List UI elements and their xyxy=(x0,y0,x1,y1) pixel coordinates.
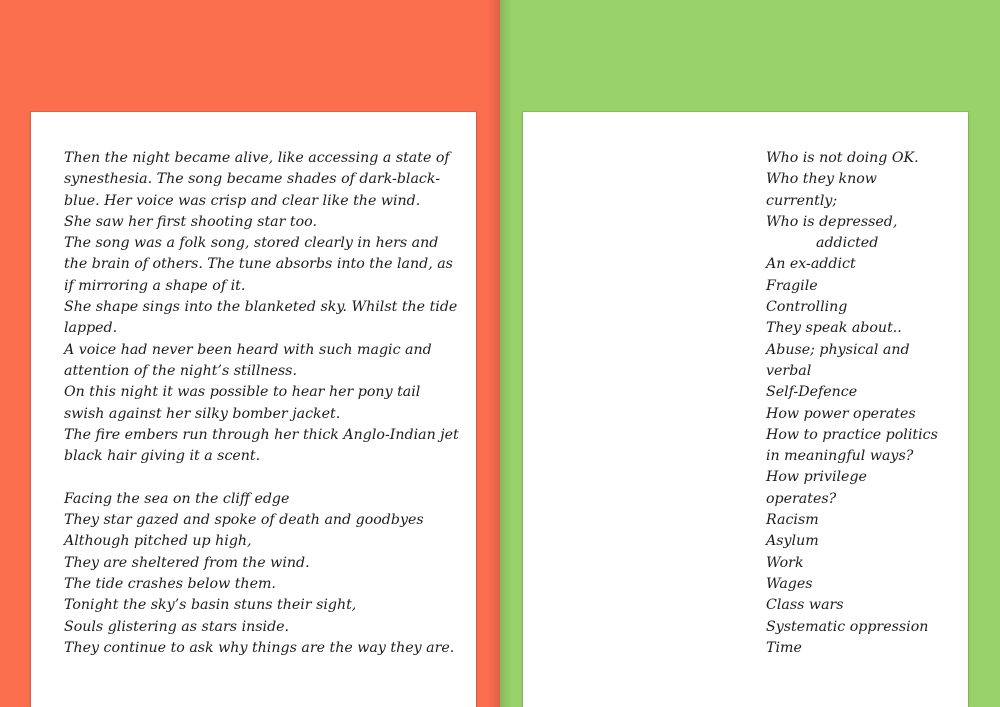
right-poem-text xyxy=(766,148,938,659)
poem-line: Although pitched up high, xyxy=(64,533,252,550)
poem-line: operates? xyxy=(766,490,837,507)
poem-line: How privilege xyxy=(766,469,867,486)
poem-line: attention of the night’s stillness. xyxy=(64,362,297,379)
poem-line: Self-Defence xyxy=(766,384,858,401)
poem-line: Who they know xyxy=(766,171,877,188)
poem-line: Who is depressed, xyxy=(766,213,898,230)
poem-line: Class wars xyxy=(766,597,844,614)
poem-line: They are sheltered from the wind. xyxy=(64,554,310,571)
poem-line: The fire embers run through her thick Anglo-Indian jet xyxy=(64,426,459,443)
poem-line: How power operates xyxy=(766,405,916,422)
poem-line: if mirroring a shape of it. xyxy=(64,277,246,294)
poem-line: A voice had never been heard with such magic and xyxy=(64,341,432,358)
poem-line: Who is not doing OK. xyxy=(766,150,919,166)
poem-line: They continue to ask why things are the way they are. xyxy=(64,639,455,656)
poem-line: Systematic oppression xyxy=(766,618,929,635)
poem-line: Facing the sea on the cliff edge xyxy=(64,490,290,507)
poem-line-indented: addicted xyxy=(816,235,879,252)
poem-line: Work xyxy=(766,554,804,571)
poem-line: currently; xyxy=(766,192,838,209)
poem-line: They star gazed and spoke of death and goodbyes xyxy=(64,512,424,529)
poem-line: On this night it was possible to hear her pony tail xyxy=(64,384,421,401)
poem-line: the brain of others. The tune absorbs into the land, as xyxy=(64,256,453,273)
poem-line: Time xyxy=(766,639,802,656)
left-poem-text xyxy=(64,148,459,659)
stanza-break xyxy=(64,467,459,488)
poem-line: The song was a folk song, stored clearly in hers and xyxy=(64,235,439,252)
poem-line: lapped. xyxy=(64,320,118,337)
poem-line: Asylum xyxy=(766,533,819,550)
poem-line: Controlling xyxy=(766,299,848,316)
poem-line: Racism xyxy=(766,512,819,529)
poem-line: swish against her silky bomber jacket. xyxy=(64,405,341,422)
poem-line: The tide crashes below them. xyxy=(64,575,276,592)
right-text-sheet xyxy=(523,112,968,707)
poem-line: Then the night became alive, like accessing a state of xyxy=(64,150,450,166)
poem-line: Fragile xyxy=(766,277,818,294)
poem-line: synesthesia. The song became shades of dark-black- xyxy=(64,171,441,188)
poem-line: blue. Her voice was crisp and clear like the wind. xyxy=(64,192,421,209)
poem-line: Souls glistering as stars inside. xyxy=(64,618,290,635)
poem-line: black hair giving it a scent. xyxy=(64,448,261,465)
poem-line: How to practice politics xyxy=(766,426,938,443)
poem-line: in meaningful ways? xyxy=(766,448,914,465)
poem-line: Abuse; physical and xyxy=(766,341,910,358)
poem-line: Tonight the sky’s basin stuns their sight, xyxy=(64,597,357,614)
poem-line: Wages xyxy=(766,575,813,592)
left-text-sheet xyxy=(31,112,476,707)
poem-line: They speak about.. xyxy=(766,320,902,337)
poem-line: She shape sings into the blanketed sky. Whilst the tide xyxy=(64,299,458,316)
poem-line: An ex-addict xyxy=(766,256,856,273)
poem-line: verbal xyxy=(766,362,812,379)
poem-line: She saw her first shooting star too. xyxy=(64,213,317,230)
